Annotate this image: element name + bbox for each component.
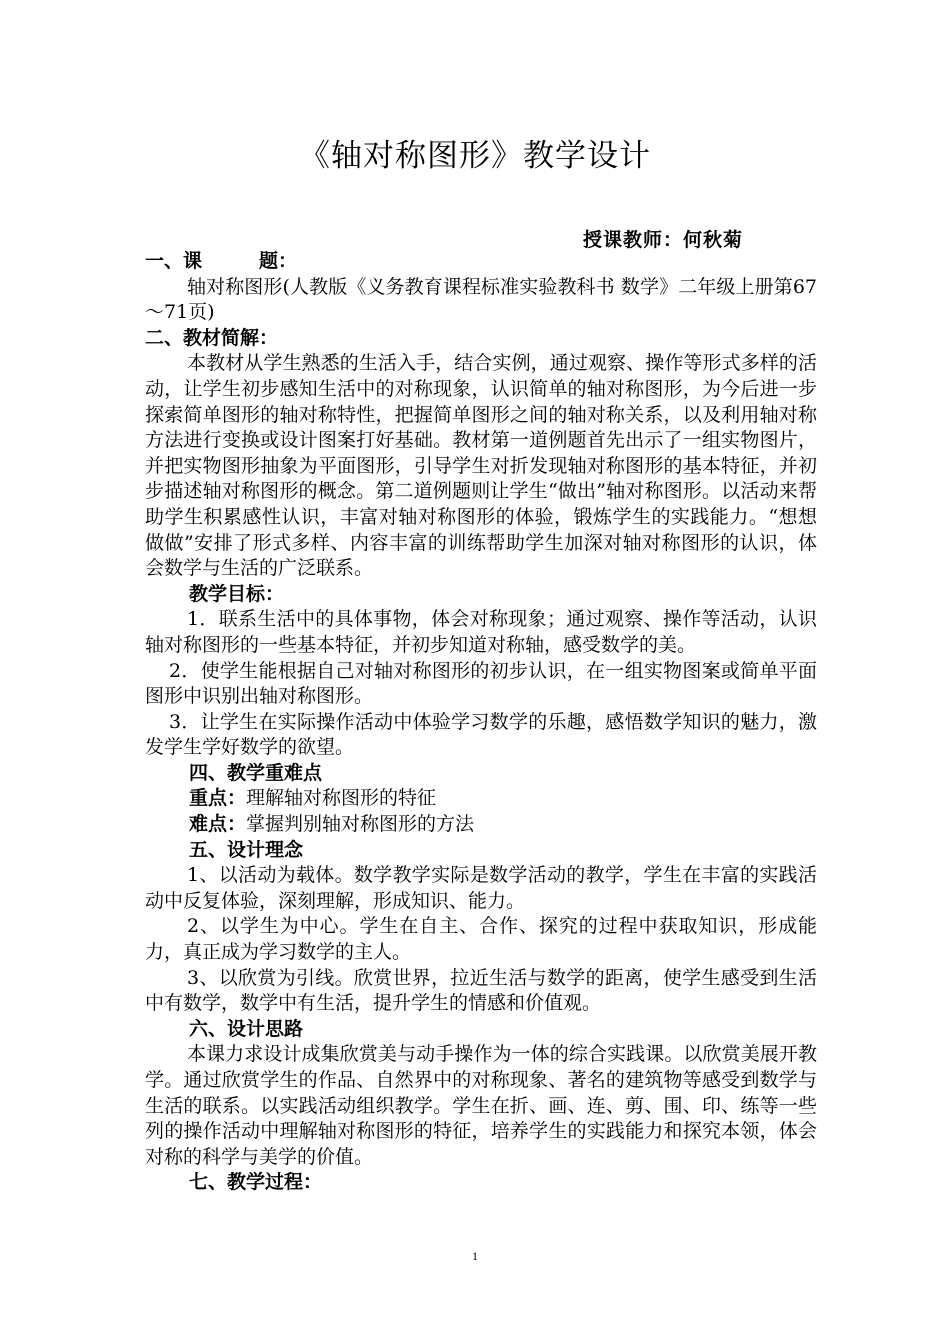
section-4-heading: 四、教学重难点 <box>189 761 323 784</box>
key-point-text: 理解轴对称图形的特征 <box>246 787 437 810</box>
difficult-point-text: 掌握判别轴对称图形的方法 <box>246 813 475 836</box>
idea-1: 1、以活动为载体。数学教学实际是数学活动的教学，学生在丰富的实践活动中反复体验，深刻理解，形成知识、能力。 <box>145 864 817 912</box>
section-2-text: 本教材从学生熟悉的生活入手，结合实例，通过观察、操作等形式多样的活动，让学生初步感知生活中的对称现象，认识简单的轴对称图形，为今后进一步探索简单图形的轴对称特性，把握简单图形之间的轴对称关系，以及利用轴对称方法进行变换或设计图案打好基础。教材第一道例题首先出示了一组实物图片，并把实物图形抽象为平面图形，引导学生对折发现轴对称图形的基本特征，并初步描述轴对称图形的概念。第二道例题则让学生“做出”轴对称图形。以活动来帮助学生积累感性认识，丰富对轴对称图形的体验，锻炼学生的实践能力。“想想做做”安排了形式多样、内容丰富的训练帮助学生加深对轴对称图形的认识，体会数学与生活的广泛联系。 <box>145 352 817 580</box>
idea-3: 3、以欣赏为引线。欣赏世界，拉近生活与数学的距离，使学生感受到生活中有数学，数学中有生活，提升学生的情感和价值观。 <box>145 966 817 1015</box>
section-5-heading: 五、设计理念 <box>189 838 304 861</box>
section-2-heading: 二、教材简解： <box>145 326 279 349</box>
difficult-point <box>145 812 817 838</box>
difficult-point-label: 难点： <box>189 813 247 836</box>
section-1-text: 轴对称图形(人教版《义务教育课程标准实验教科书 数学》二年级上册第67～71页) <box>145 275 817 324</box>
section-1-heading: 一、课 题： <box>145 250 298 272</box>
goal-2: 2．使学生能根据自己对轴对称图形的初步认识，在一组实物图案或简单平面图形中识别出轴对称图形。 <box>145 659 817 708</box>
key-point-label: 重点： <box>189 787 247 810</box>
section-6-heading: 六、设计思路 <box>189 1017 304 1040</box>
page-number: 1 <box>472 1249 478 1263</box>
section-6-text: 本课力求设计成集欣赏美与动手操作为一体的综合实践课。以欣赏美展开教学。通过欣赏学生的作品、自然界中的对称现象、著名的建筑物等感受到数学与生活的联系。以实践活动组织教学。学生在折、画、连、剪、围、印、练等一些列的操作活动中理解轴对称图形的特征，培养学生的实践能力和探究本领，体会对称的科学与美学的价值。 <box>145 1043 817 1168</box>
document-body <box>145 249 817 1196</box>
goal-1: 1．联系生活中的具体事物，体会对称现象；通过观察、操作等活动，认识轴对称图形的一些基本特征，并初步知道对称轴，感受数学的美。 <box>145 608 817 656</box>
key-point <box>145 786 817 812</box>
idea-2: 2、以学生为中心。学生在自主、合作、探究的过程中获取知识，形成能力，真正成为学习数学的主人。 <box>145 915 817 964</box>
teacher-line: 授课教师：何秋菊 <box>583 229 744 251</box>
document-title: 《轴对称图形》教学设计 <box>299 138 651 174</box>
section-7-heading: 七、教学过程： <box>189 1171 323 1194</box>
section-3-heading: 教学目标： <box>189 582 285 605</box>
goal-3: 3．让学生在实际操作活动中体验学习数学的乐趣，感悟数学知识的魅力，激发学生学好数学的欲望。 <box>145 710 817 759</box>
